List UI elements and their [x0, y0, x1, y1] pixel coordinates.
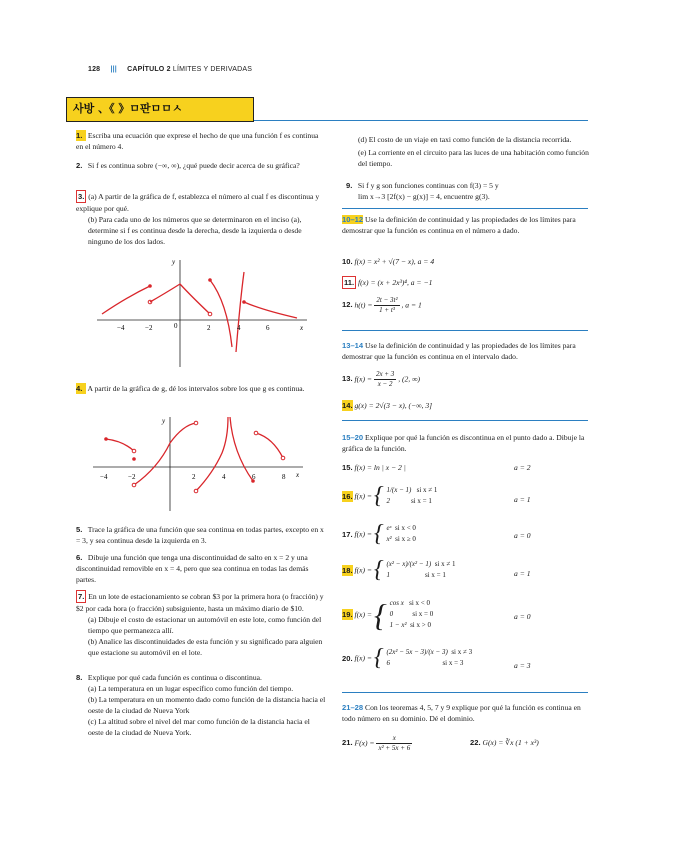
exercise-text: Escriba una ecuación que exprese el hecho de que una función f es continua en el número 4.	[76, 131, 319, 151]
graph-f	[92, 252, 314, 372]
exercise-text: Trace la gráfica de una función que sea continua en todas partes, excepto en x = 3, y sea continua desde la izquierda en 3.	[76, 525, 324, 545]
cases	[386, 559, 455, 581]
section-instruction: Explique por qué la función es discontinua en el punto dado a. Dibuje la gráfica de la función.	[342, 433, 585, 453]
exercise-text: A partir de la gráfica de g, dé los intervalos sobre los que g es continua.	[87, 384, 305, 393]
chapter-title: LÍMITES Y DERIVADAS	[172, 66, 253, 73]
case-expr: eˣ	[386, 524, 392, 532]
exercise-11	[342, 276, 582, 289]
section-range: 13–14	[342, 341, 364, 350]
tick-label: −4	[117, 324, 125, 332]
exercise-line-1: Si f y g son funciones continuas con f(3) = 5 y	[357, 181, 499, 190]
case-condition: si x = 1	[410, 497, 432, 505]
numerator: 2x + 3	[375, 370, 395, 378]
cases	[386, 485, 437, 507]
tick-label: 6	[252, 473, 256, 481]
case-expr: cos x	[389, 599, 404, 607]
case-expr: 1 − x²	[389, 621, 407, 629]
banner-rule	[254, 120, 588, 121]
exercise-22	[470, 737, 588, 748]
chapter-label: CAPÍTULO 2	[127, 66, 171, 73]
exercise-7	[76, 590, 326, 658]
curve-segment	[256, 433, 283, 458]
section-rule	[342, 420, 588, 421]
case-condition: si x = 1	[424, 571, 446, 579]
brace: {	[373, 645, 384, 671]
exercise-expression: f(x) = x² + √(7 − x), a = 4	[354, 257, 435, 266]
x-axis-label: x	[300, 324, 304, 332]
running-header	[88, 65, 252, 74]
exercise-part-d: (d) El costo de un viaje en taxi como función de la distancia recorrida.	[358, 135, 572, 144]
exercise-12	[342, 296, 582, 315]
fraction	[376, 734, 412, 753]
section-21-28	[342, 702, 588, 724]
section-range: 10–12	[342, 215, 364, 224]
exercise-number: 11.	[344, 278, 355, 287]
exercise-17	[342, 522, 588, 550]
exercise-18	[342, 558, 588, 592]
closed-point	[242, 300, 246, 304]
cases	[386, 523, 415, 545]
exercise-part-b: (b) La temperatura en un momento dado como función de la distancia hacia el oeste de la ciudad de Nueva York	[88, 695, 326, 715]
tick-label: −2	[128, 473, 136, 481]
case-expr: 2	[386, 497, 390, 505]
case-condition: si x ≠ 1	[434, 560, 456, 568]
tick-label: −2	[145, 324, 153, 332]
cases	[390, 598, 434, 631]
exercise-text: Explique por qué cada función es continua o discontinua.	[87, 673, 262, 682]
exercise-part-b: (b) Analice las discontinuidades de esta función y su significado para alguien que estacione su automóvil en el lote.	[88, 637, 323, 657]
exercise-expression: G(x) = ∛x (1 + x³)	[482, 738, 539, 747]
exercise-13	[342, 370, 582, 389]
open-point	[132, 483, 136, 487]
x-axis-label: x	[296, 471, 300, 479]
exercise-part-a: (a) Dibuje el costo de estacionar un automóvil en este lote, como función del tiempo que permanezca allí.	[88, 615, 322, 635]
exercise-3	[76, 190, 326, 247]
section-range: 15–20	[342, 433, 364, 442]
exercise-16	[342, 484, 588, 516]
exercise-rhs: , (2, ∞)	[398, 374, 421, 384]
section-rule	[342, 330, 588, 331]
exercise-2	[76, 160, 326, 171]
denominator: x² + 5x + 6	[378, 744, 411, 752]
exercise-number: 20.	[342, 653, 353, 663]
exercise-20	[342, 646, 588, 682]
closed-point	[132, 457, 136, 461]
case-condition: si x < 0	[409, 599, 430, 607]
page-number: 128	[88, 66, 101, 73]
case-condition: si x ≠ 3	[451, 648, 473, 656]
brace: {	[373, 521, 384, 547]
exercise-9	[346, 180, 586, 202]
curve-segment	[230, 417, 253, 481]
exercise-number: 7.	[78, 592, 85, 601]
exercise-4	[76, 383, 326, 394]
case-condition: si x ≠ 1	[416, 486, 438, 494]
case-expr: (x² − x)/(x² − 1)	[386, 560, 432, 568]
exercise-6	[76, 552, 326, 585]
tick-label: 6	[266, 324, 270, 332]
header-bars: |||	[110, 66, 117, 73]
tick-label: 8	[282, 473, 286, 481]
cases	[386, 647, 472, 669]
tick-label: 2	[207, 324, 211, 332]
exercise-15	[342, 462, 588, 473]
exercise-rhs: , a = 1	[401, 300, 422, 310]
exercise-line-2: lim x→3 [2f(x) − g(x)] = 4, encuentre g(3).	[358, 192, 490, 201]
exercise-text: En un lote de estacionamiento se cobran $3 por la primera hora (o fracción) y $2 por cada hora (o fracción) subsiguiente, hasta un máximo diario de $10.	[76, 592, 324, 613]
exercise-number: 5.	[76, 525, 83, 534]
closed-point	[208, 278, 212, 282]
tick-label: 4	[222, 473, 226, 481]
case-condition: si x = 0	[412, 610, 434, 618]
fraction	[374, 296, 399, 315]
exercise-part-e: (e) La corriente en el circuito para las luces de una habitación como función del tiempo.	[358, 148, 589, 168]
exercise-lhs: f(x) =	[354, 565, 373, 575]
section-instruction: Use la definición de continuidad y las propiedades de los límites para demostrar que la función es continua en el intervalo dado.	[342, 341, 576, 361]
exercise-expression: g(x) = 2√(3 − x), (−∞, 3]	[354, 401, 433, 410]
exercise-21	[342, 734, 462, 753]
exercise-number: 15.	[342, 463, 353, 472]
exercise-number: 6.	[76, 553, 83, 562]
tick-label: 2	[192, 473, 196, 481]
curve-segment	[244, 302, 297, 318]
exercise-lhs: h(t) =	[354, 300, 373, 310]
exercise-number: 2.	[76, 161, 83, 170]
exercise-number: 4.	[76, 383, 86, 394]
open-point	[194, 489, 198, 493]
section-rule	[342, 692, 588, 693]
exercise-number: 1.	[76, 130, 86, 141]
exercise-number: 12.	[342, 300, 353, 310]
case-condition: si x < 0	[395, 524, 416, 532]
fraction	[374, 370, 396, 389]
section-banner: 사방 、《 》ㅁ판ㅁㅁㅅ	[66, 97, 254, 122]
case-condition: si x ≥ 0	[395, 535, 416, 543]
exercise-part-c: (c) La altitud sobre el nivel del mar como función de la distancia hacia el oeste de la ciudad de Nueva York.	[88, 717, 310, 737]
case-expr: (2x² − 5x − 3)/(x − 3)	[386, 648, 448, 656]
curve-segment	[210, 280, 232, 347]
exercise-number: 16.	[342, 491, 353, 501]
point-a: a = 1	[514, 495, 531, 504]
exercise-number: 14.	[342, 401, 353, 410]
curve-segment	[134, 423, 196, 485]
section-rule	[342, 208, 588, 209]
exercise-1	[76, 130, 326, 152]
denominator: x − 2	[377, 380, 393, 388]
exercise-expression: f(x) = ln | x − 2 |	[354, 463, 406, 472]
brace: {	[373, 483, 384, 509]
section-13-14	[342, 340, 588, 362]
closed-point	[148, 284, 152, 288]
case-condition: si x > 0	[410, 621, 431, 629]
brace: {	[373, 596, 387, 633]
open-point	[281, 456, 285, 460]
point-a: a = 0	[514, 612, 531, 621]
y-axis-label: y	[172, 258, 176, 266]
exercise-8	[76, 672, 326, 738]
exercise-lhs: f(x) =	[354, 491, 373, 501]
section-range: 21–28	[342, 703, 364, 712]
open-point	[132, 449, 136, 453]
exercise-lhs: F(x) =	[354, 738, 375, 748]
case-expr: 6	[386, 659, 390, 667]
exercise-part-b: (b) Para cada uno de los números que se determinaron en el inciso (a), determine si f es continua desde la derecha, desde la izquierda o desde ninguno de los dos lados.	[88, 215, 302, 246]
case-expr: x²	[386, 535, 392, 543]
exercise-text: Si f es continua sobre (−∞, ∞), ¿qué puede decir acerca de su gráfica?	[87, 161, 300, 170]
open-point	[194, 421, 198, 425]
exercise-number: 21.	[342, 738, 353, 748]
point-a: a = 1	[514, 569, 531, 578]
exercise-number: 22.	[470, 738, 481, 747]
section-15-20	[342, 432, 588, 454]
exercise-number: 10.	[342, 257, 353, 266]
exercise-lhs: f(x) =	[354, 610, 373, 619]
point-a: a = 2	[514, 463, 531, 472]
curve-segment	[236, 272, 244, 352]
case-expr: 1	[386, 571, 390, 579]
exercise-lhs: f(x) =	[354, 529, 373, 539]
tick-label: −4	[100, 473, 108, 481]
curve-segment	[106, 439, 134, 451]
brace: {	[373, 557, 384, 583]
tick-label: 0	[174, 322, 178, 330]
exercise-number: 3.	[78, 192, 85, 201]
exercise-number: 17.	[342, 529, 353, 539]
exercise-expression: f(x) = (x + 2x³)⁴, a = −1	[358, 278, 433, 287]
point-a: a = 3	[514, 661, 531, 670]
section-10-12	[342, 214, 588, 236]
exercise-14	[342, 400, 582, 411]
numerator: 2t − 3t²	[376, 296, 398, 304]
exercise-lhs: f(x) =	[354, 374, 373, 384]
tick-label: 4	[237, 324, 241, 332]
case-expr: 1/(x − 1)	[386, 486, 412, 494]
exercise-number: 18.	[342, 565, 353, 575]
exercise-number: 9.	[346, 181, 353, 190]
exercise-10	[342, 256, 582, 267]
numerator: x	[376, 734, 412, 744]
case-expr: 0	[389, 610, 394, 618]
closed-point	[104, 437, 108, 441]
exercise-text: Dibuje una función que tenga una discontinuidad de salto en x = 2 y una discontinuidad removible en x = 4, pero que sea continua en todas las demás partes.	[76, 553, 309, 584]
exercise-5	[76, 524, 326, 546]
exercise-number: 8.	[76, 673, 83, 682]
open-point	[208, 312, 212, 316]
graph-g	[88, 413, 310, 513]
case-condition: si x = 3	[442, 659, 464, 667]
denominator: 1 + t³	[379, 306, 395, 314]
exercise-part-a: (a) La temperatura en un lugar específico como función del tiempo.	[88, 684, 294, 693]
exercise-lhs: f(x) =	[354, 653, 373, 663]
point-a: a = 0	[514, 531, 531, 540]
open-point	[254, 431, 258, 435]
exercise-number: 19.	[342, 610, 353, 619]
exercise-8-continued	[358, 134, 590, 169]
section-instruction: Use la definición de continuidad y las propiedades de los límites para demostrar que la función es continua en el número a dado.	[342, 215, 576, 235]
y-axis-label: y	[162, 417, 166, 425]
section-instruction: Con los teoremas 4, 5, 7 y 9 explique por qué la función es continua en todo número en su dominio. Dé el dominio.	[342, 703, 581, 723]
exercise-number: 13.	[342, 374, 353, 384]
curve-segment	[102, 286, 150, 314]
exercise-part-a: (a) A partir de la gráfica de f, establezca el número al cual f es discontinua y explique por qué.	[76, 192, 320, 213]
exercise-19	[342, 598, 588, 636]
